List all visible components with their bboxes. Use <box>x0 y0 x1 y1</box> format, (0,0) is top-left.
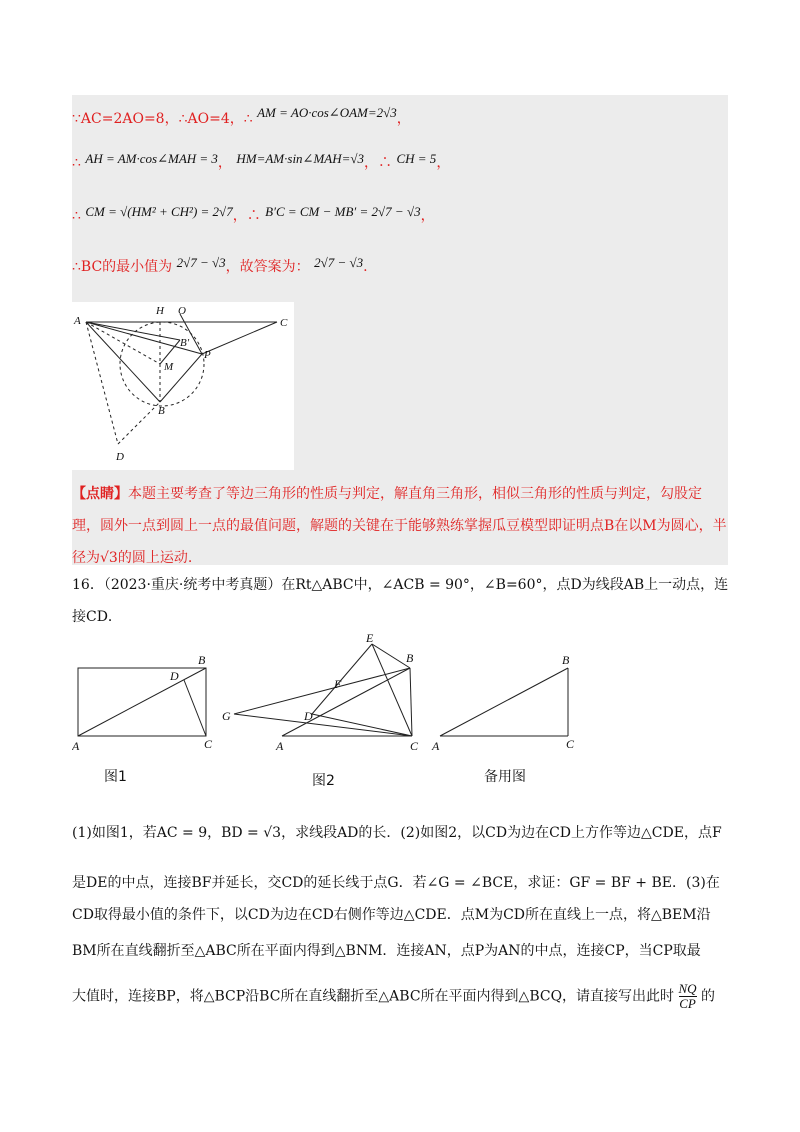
fig1-segment-cd <box>184 680 206 736</box>
label-h: H <box>156 305 164 317</box>
fig2-segment-ed <box>312 644 372 714</box>
fig1-label-b: B <box>198 653 206 667</box>
label-o: O <box>178 305 186 317</box>
question-part-4: BM所在直线翻折至△ABC所在平面内得到△BNM．连接AN，点P为AN的中点，连接CP，当CP取最 <box>72 943 701 959</box>
question-part-1: (1)如图1，若AC = 9，BD = √3，求线段AD的长．(2)如图2，以CD为边在CD上方作等边△CDE，点F <box>72 825 722 841</box>
therefore: ∴ <box>72 208 81 224</box>
solution-text: ∵AC=2AO=8，∴AO=4，∴ <box>72 111 253 127</box>
solution-line-1 <box>72 105 411 128</box>
comment-tag: 【点睛】 <box>72 486 128 502</box>
punct: ， <box>436 155 451 171</box>
question-part-3: CD取得最小值的条件下，以CD为边在CD右侧作等边△CDE．点M为CD所在直线上一点，将△BEM沿 <box>72 907 711 923</box>
fig3-caption: 备用图 <box>484 769 526 785</box>
comment-block <box>72 478 728 574</box>
math-expr: AM = AO·cos∠OAM=2√3 <box>257 105 397 120</box>
question-part-2: 是DE的中点，连接BF并延长，交CD的延长线于点G．若∠G = ∠BCE，求证：GF = BF + BE．(3)在 <box>72 875 720 891</box>
fraction-denominator: CP <box>679 996 696 1011</box>
solution-line-3 <box>72 205 435 225</box>
punct: ， <box>396 111 411 127</box>
fig2-segment-gc <box>234 714 412 736</box>
label-b-prime: B′ <box>180 337 190 349</box>
fig2-label-c: C <box>410 739 419 753</box>
punct: ，∴ <box>364 155 393 171</box>
fig2-segment-ab <box>282 668 410 736</box>
math-expr: HM=AM·sin∠MAH=√3 <box>236 151 365 166</box>
fig3-label-c: C <box>566 737 575 751</box>
label-d: D <box>116 451 124 463</box>
solution-line-2 <box>72 152 450 172</box>
fig2-label-e: E <box>366 632 374 645</box>
fig2-caption: 图2 <box>312 773 335 789</box>
fraction-numerator: NQ <box>678 981 697 996</box>
fig1-label-c: C <box>204 737 213 751</box>
question-text: 大值时，连接BP，将△BCP沿BC所在直线翻折至△ABC所在平面内得到△BCQ，请直接写出此时 <box>72 988 675 1005</box>
punct: ， <box>217 155 232 171</box>
fig1-label-d: D <box>170 669 179 683</box>
fig3-segment-ab <box>440 668 568 736</box>
fig2-label-b: B <box>406 651 414 665</box>
therefore: ∴ <box>72 155 81 171</box>
math-expr: B′C = CM − MB′ = 2√7 − √3 <box>265 204 421 219</box>
solution-text: ∴BC的最小值为 <box>72 259 173 275</box>
punct: ，∴ <box>232 208 261 224</box>
fig2-label-g: G <box>222 709 231 723</box>
question-figures <box>72 632 722 782</box>
comment-text: 本题主要考查了等边三角形的性质与判定，解直角三角形，相似三角形的性质与判定，勾股定理，圆外一点到圆上一点的最值问题，解题的关键在于能够熟练掌握瓜豆模型即证明点B在以M为圆心，半径为√3的圆上运动. <box>72 486 727 566</box>
label-c: C <box>280 317 288 329</box>
question-part-5 <box>72 982 715 1011</box>
punct: . <box>363 259 368 275</box>
fig3-label-a: A <box>432 739 440 753</box>
fraction-nq-cp <box>679 982 697 1011</box>
question-line-2: 接CD． <box>72 609 122 625</box>
label-m: M <box>164 361 174 373</box>
label-b: B <box>158 405 165 417</box>
fig3-label-b: B <box>562 653 570 667</box>
fig1-label-a: A <box>72 739 80 753</box>
fig2-label-d: D <box>304 709 313 723</box>
label-p: P <box>204 349 211 361</box>
question-text: 的 <box>701 988 716 1005</box>
solution-figure <box>72 302 294 470</box>
punct: ， <box>420 208 435 224</box>
math-expr: CM = √(HM² + CH²) = 2√7 <box>85 204 233 219</box>
fig1-diagonal-ab <box>78 668 206 736</box>
math-expr: AH = AM·cos∠MAH = 3 <box>85 151 218 166</box>
solution-text: ，故答案为： <box>225 259 310 275</box>
fig2-label-a: A <box>276 739 284 753</box>
math-expr: 2√7 − √3 <box>314 255 364 270</box>
fig2-segment-bc <box>410 668 412 736</box>
math-expr: CH = 5 <box>396 151 437 166</box>
question-line-1: 16．（2023·重庆·统考中考真题）在Rt△ABC中，∠ACB = 90°，∠B=60°，点D为线段AB上一动点，连 <box>72 577 729 593</box>
solution-line-4 <box>72 256 368 276</box>
fig2-label-f: F <box>334 677 342 691</box>
fig2-segment-gb <box>234 668 410 714</box>
fig1-caption: 图1 <box>104 769 127 785</box>
label-a: A <box>74 315 81 327</box>
math-expr: 2√7 − √3 <box>176 255 226 270</box>
